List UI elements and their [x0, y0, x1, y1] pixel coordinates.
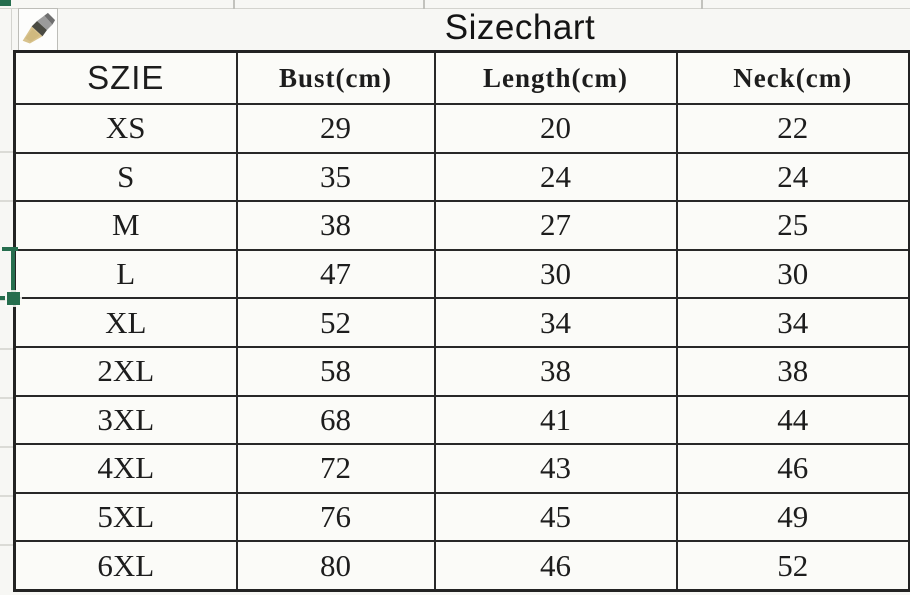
gridline-stub [0, 446, 13, 448]
bust-cell[interactable]: 72 [237, 444, 435, 493]
length-cell[interactable]: 38 [435, 347, 677, 396]
length-cell[interactable]: 20 [435, 104, 677, 153]
length-cell[interactable]: 34 [435, 298, 677, 347]
gridline-stub [0, 495, 13, 497]
neck-cell[interactable]: 24 [677, 153, 910, 202]
neck-cell[interactable]: 46 [677, 444, 910, 493]
bust-cell[interactable]: 52 [237, 298, 435, 347]
bust-cell[interactable]: 68 [237, 396, 435, 445]
size-cell[interactable]: XL [15, 298, 237, 347]
table-row [15, 444, 910, 493]
column-header-length[interactable]: Length(cm) [435, 52, 677, 105]
cell-selection-border [2, 247, 18, 251]
selection-corner-mark [0, 0, 11, 6]
gridline-stub [0, 200, 13, 202]
size-cell[interactable]: S [15, 153, 237, 202]
neck-cell[interactable]: 30 [677, 250, 910, 299]
brush-icon [20, 11, 56, 49]
gridline-tick [701, 0, 703, 9]
gridline-tick [233, 0, 235, 9]
table-row [15, 298, 910, 347]
neck-cell[interactable]: 44 [677, 396, 910, 445]
bust-cell[interactable]: 76 [237, 493, 435, 542]
length-cell[interactable]: 46 [435, 541, 677, 590]
size-cell[interactable]: L [15, 250, 237, 299]
bust-cell[interactable]: 29 [237, 104, 435, 153]
neck-cell[interactable]: 49 [677, 493, 910, 542]
bust-cell[interactable]: 47 [237, 250, 435, 299]
table-row [15, 396, 910, 445]
length-cell[interactable]: 30 [435, 250, 677, 299]
table-row [15, 250, 910, 299]
neck-cell[interactable]: 25 [677, 201, 910, 250]
table-row [15, 347, 910, 396]
length-cell[interactable]: 43 [435, 444, 677, 493]
table-row [15, 201, 910, 250]
header-row [15, 52, 910, 105]
length-cell[interactable]: 41 [435, 396, 677, 445]
format-painter-icon[interactable] [18, 8, 58, 51]
bust-cell[interactable]: 38 [237, 201, 435, 250]
size-cell[interactable]: 6XL [15, 541, 237, 590]
neck-cell[interactable]: 52 [677, 541, 910, 590]
size-cell[interactable]: M [15, 201, 237, 250]
gridline-stub [0, 348, 13, 350]
size-cell[interactable]: 4XL [15, 444, 237, 493]
gridline-stub [11, 8, 12, 50]
table-row [15, 493, 910, 542]
cell-selection-border [0, 296, 5, 300]
size-cell[interactable]: 3XL [15, 396, 237, 445]
table-row [15, 104, 910, 153]
table-row [15, 541, 910, 590]
bust-cell[interactable]: 35 [237, 153, 435, 202]
length-cell[interactable]: 27 [435, 201, 677, 250]
size-cell[interactable]: 5XL [15, 493, 237, 542]
gridline-stub [0, 544, 13, 546]
length-cell[interactable]: 45 [435, 493, 677, 542]
neck-cell[interactable]: 38 [677, 347, 910, 396]
selection-fill-handle[interactable] [7, 292, 20, 305]
gridline-stub [0, 397, 13, 399]
column-header-size[interactable]: SZIE [15, 52, 237, 105]
column-header-neck[interactable]: Neck(cm) [677, 52, 910, 105]
bust-cell[interactable]: 80 [237, 541, 435, 590]
cell-selection-border [11, 247, 15, 297]
neck-cell[interactable]: 34 [677, 298, 910, 347]
size-cell[interactable]: XS [15, 104, 237, 153]
table-row [15, 153, 910, 202]
length-cell[interactable]: 24 [435, 153, 677, 202]
neck-cell[interactable]: 22 [677, 104, 910, 153]
column-header-bust[interactable]: Bust(cm) [237, 52, 435, 105]
size-cell[interactable]: 2XL [15, 347, 237, 396]
size-chart-table [13, 50, 910, 592]
bust-cell[interactable]: 58 [237, 347, 435, 396]
page-title: Sizechart [444, 8, 596, 47]
gridline-stub [0, 151, 13, 153]
